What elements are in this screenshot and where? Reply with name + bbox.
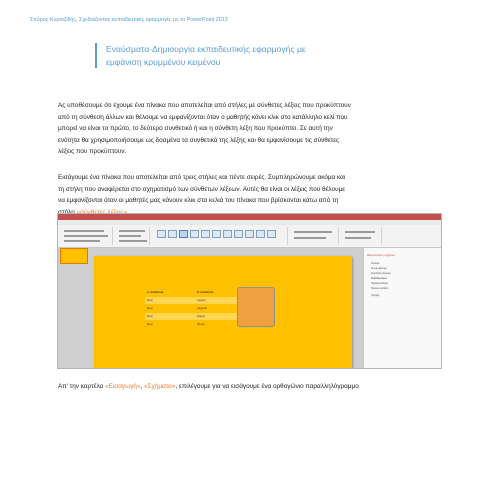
highlight-tab-name: «Εισαγωγή» bbox=[105, 383, 141, 390]
table-cell[interactable]: μάχομαι bbox=[197, 306, 208, 310]
paragraph-intro bbox=[58, 100, 442, 158]
paragraph-line: μπορεί να είναι το πρώτο, το δεύτερο συνθετικό ή και η σύνθετη λέξη που προκύπτει. Σε αυτή την bbox=[58, 125, 333, 133]
ribbon-group-options-2 bbox=[116, 227, 150, 245]
paragraph-text: Απ' την καρτέλα bbox=[58, 383, 106, 390]
paragraph-text: , επιλέγουμε για να εισάγουμε ένα ορθογώνιο παραλληλόγραμμο bbox=[175, 383, 359, 390]
pane-item[interactable]: Γέμισμα εικόνας bbox=[371, 282, 389, 285]
paragraph-text: , bbox=[140, 383, 144, 390]
table-style-swatch[interactable] bbox=[256, 230, 265, 238]
paragraph-line: Ας υποθέσουμε ότι έχουμε ένα πίνακα που αποτελείται από στήλες με σύνθετες λέξεις που προκύπτουν bbox=[58, 102, 351, 109]
table-style-swatch[interactable] bbox=[223, 230, 232, 238]
ribbon-group-shading bbox=[291, 227, 339, 245]
paragraph-line: ενότητα θα χρησιμοποιήσουμε ως δοσμένα τα συνθετικά της λέξης και θα εμφανίσουμε τις σύνθετες bbox=[58, 136, 340, 144]
paragraph-insert-table bbox=[58, 172, 442, 218]
ribbon-group-borders bbox=[342, 227, 382, 245]
highlight-command-name: «Σχήματα» bbox=[143, 383, 176, 390]
slide-editing-area bbox=[58, 248, 363, 369]
hiding-rectangle-shape[interactable] bbox=[237, 287, 275, 327]
powerpoint-screenshot bbox=[57, 213, 442, 369]
paragraph-line: από τη σύνθεση άλλων και θέλουμε να εμφανίζονται όταν ο μαθητής κάνει κλικ στο κατάλληλο κελί που bbox=[58, 113, 348, 121]
format-shape-pane bbox=[363, 248, 442, 369]
table-cell[interactable]: φάγος bbox=[197, 314, 205, 318]
pane-title: Μορφοποίηση σχήματος bbox=[367, 254, 396, 257]
section-title-line-2: εμφάνιση κρυμμένου κειμένου bbox=[106, 56, 221, 67]
paragraph-line: να εμφανίζονται όταν οι μαθητές μας κάνουν κλικ στα κελιά του πίνακα που βρίσκονται κάτω από τη bbox=[58, 197, 339, 205]
pane-item[interactable]: Γέμισμα bbox=[371, 262, 380, 265]
paragraph-line: λέξεις που προκύπτουν. bbox=[58, 148, 127, 156]
pane-item[interactable]: Γραμμή bbox=[371, 294, 380, 297]
table-style-swatch[interactable] bbox=[179, 230, 188, 238]
paragraph-line: Εισάγουμε ένα πίνακα που αποτελείται από τρεις στήλες και πέντε σειρές. Συμπληρώνουμε ακόμα και bbox=[58, 174, 346, 181]
table-style-swatch[interactable] bbox=[157, 230, 166, 238]
table-header-cell[interactable]: β' συνθετικό bbox=[197, 290, 214, 294]
slide-thumbnail[interactable] bbox=[60, 248, 88, 264]
table-cell[interactable]: δρυς bbox=[147, 298, 154, 302]
section-title-line-1: Εναύσματα-Δημιουργία εκπαιδευτικής εφαρμογής με bbox=[106, 44, 306, 54]
table-cell[interactable]: τομέας bbox=[197, 298, 206, 302]
table-style-swatch[interactable] bbox=[234, 230, 243, 238]
running-header: Σπύρος Κυριαζίδης, Σχεδιάζοντας εκπαιδευτικές εφαρμογές με το PowerPoint 2013 bbox=[30, 17, 228, 23]
table-cell[interactable]: δάσος bbox=[197, 322, 205, 326]
paragraph-line: τη στήλη που αναφέρεται στο σχηματισμό των σύνθετων λέξεων. Αυτές θα είναι οι λέξεις που θέλουμε bbox=[58, 185, 346, 193]
pane-item[interactable]: Συμπαγές γέμισμα bbox=[371, 272, 391, 275]
table-style-swatch[interactable] bbox=[190, 230, 199, 238]
pane-item[interactable]: Χωρίς γέμισμα bbox=[371, 267, 387, 270]
section-title bbox=[95, 43, 390, 68]
ribbon bbox=[58, 225, 441, 248]
pane-item[interactable]: Διαβαθμισμένο bbox=[371, 277, 387, 280]
table-cell[interactable]: δρυς bbox=[147, 322, 154, 326]
ribbon-group-table-options bbox=[61, 227, 113, 245]
table-style-swatch[interactable] bbox=[168, 230, 177, 238]
table-style-swatch[interactable] bbox=[212, 230, 221, 238]
table-header-cell[interactable]: α' συνθετικό bbox=[147, 290, 164, 294]
table-style-swatch[interactable] bbox=[267, 230, 276, 238]
table-cell[interactable]: δρυς bbox=[147, 314, 154, 318]
slide bbox=[94, 256, 352, 368]
paragraph-insert-shape bbox=[58, 381, 442, 393]
ribbon-group-table-styles bbox=[153, 227, 288, 245]
pane-item[interactable]: Γέμισμα μοτίβου bbox=[371, 287, 389, 290]
table-style-swatch[interactable] bbox=[245, 230, 254, 238]
table-cell[interactable]: δρυς bbox=[147, 306, 154, 310]
table-style-swatch[interactable] bbox=[201, 230, 210, 238]
paragraph-line bbox=[58, 381, 442, 393]
